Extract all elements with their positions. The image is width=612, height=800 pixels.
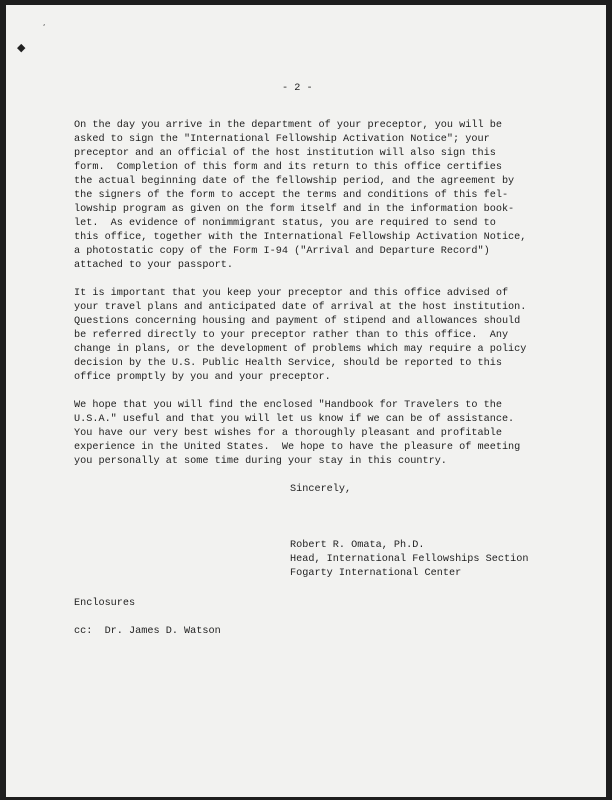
body-line: be referred directly to your preceptor rather than to this office. Any — [74, 330, 509, 341]
signer-title: Head, International Fellowships Section — [290, 554, 529, 565]
body-line: Questions concerning housing and payment of stipend and allowances should — [74, 316, 521, 327]
body-line: We hope that you will find the enclosed "Handbook for Travelers to the — [74, 400, 502, 411]
body-line: lowship program as given on the form itself and in the information book- — [74, 204, 515, 215]
body-line: this office, together with the International Fellowship Activation Notice, — [74, 232, 527, 243]
body-line: On the day you arrive in the department of your preceptor, you will be — [74, 120, 502, 131]
ink-speck-icon: ‘ — [43, 23, 46, 31]
enclosures: Enclosures — [74, 598, 136, 609]
body-line: change in plans, or the development of problems which may require a policy — [74, 344, 527, 355]
body-line: your travel plans and anticipated date of arrival at the host institution. — [74, 302, 527, 313]
body-line: you personally at some time during your stay in this country. — [74, 456, 447, 467]
body-line: attached to your passport. — [74, 260, 233, 271]
body-line: U.S.A." useful and that you will let us know if we can be of assistance. — [74, 414, 515, 425]
body-line: preceptor and an official of the host institution will also sign this — [74, 148, 496, 159]
punch-mark-icon: ◆ — [17, 41, 26, 54]
body-line: the actual beginning date of the fellowship period, and the agreement by — [74, 176, 515, 187]
body-line: let. As evidence of nonimmigrant status, you are required to send to — [74, 218, 496, 229]
signer-organization: Fogarty International Center — [290, 568, 462, 579]
closing: Sincerely, — [290, 484, 352, 495]
body-line: It is important that you keep your preceptor and this office advised of — [74, 288, 509, 299]
body-line: the signers of the form to accept the terms and conditions of this fel- — [74, 190, 509, 201]
cc-line: cc: Dr. James D. Watson — [74, 626, 221, 637]
body-line: form. Completion of this form and its return to this office certifies — [74, 162, 502, 173]
signer-name: Robert R. Omata, Ph.D. — [290, 540, 425, 551]
page-number: - 2 - — [282, 83, 313, 94]
body-line: experience in the United States. We hope to have the pleasure of meeting — [74, 442, 521, 453]
body-line: office promptly by you and your preceptor. — [74, 372, 331, 383]
body-line: a photostatic copy of the Form I-94 ("Arrival and Departure Record") — [74, 246, 490, 257]
body-line: decision by the U.S. Public Health Service, should be reported to this — [74, 358, 502, 369]
body-line: asked to sign the "International Fellowship Activation Notice"; your — [74, 134, 490, 145]
body-line: You have our very best wishes for a thoroughly pleasant and profitable — [74, 428, 502, 439]
letter-page — [6, 5, 606, 797]
